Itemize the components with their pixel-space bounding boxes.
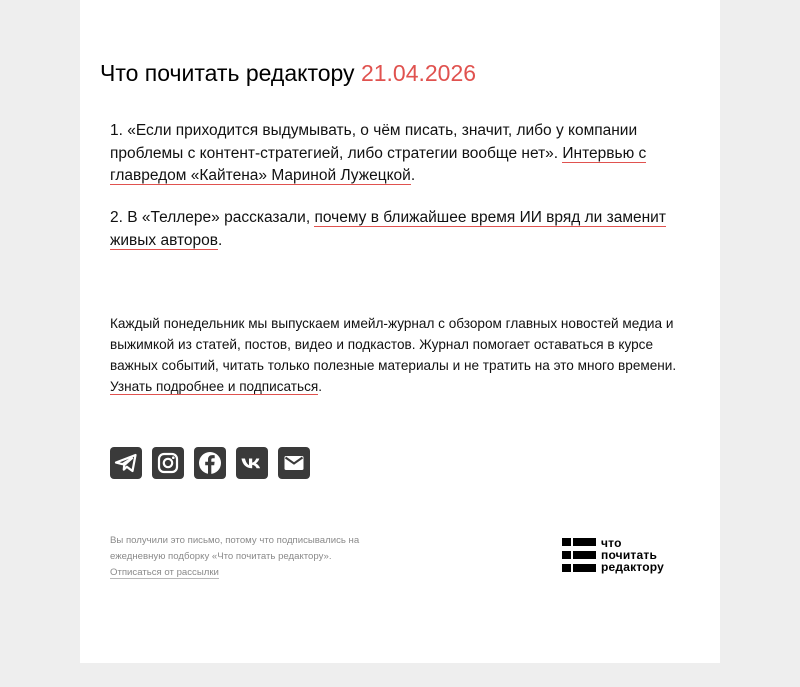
email-body bbox=[80, 0, 720, 663]
instagram-icon[interactable] bbox=[152, 447, 184, 479]
logo-line: что bbox=[601, 536, 622, 550]
list-item bbox=[110, 207, 695, 252]
item-text: В «Теллере» рассказали, bbox=[122, 209, 315, 226]
mail-icon[interactable] bbox=[278, 447, 310, 479]
item-number: 1. bbox=[110, 122, 123, 139]
vk-icon[interactable] bbox=[236, 447, 268, 479]
title-text: Что почитать редактору bbox=[100, 60, 355, 86]
list-item bbox=[110, 120, 695, 188]
item-tail: . bbox=[218, 231, 223, 249]
item-text: «Если приходится выдумывать, о чём писать, значит, либо у компании проблемы с контент-стратегией, либо стратегии вообще нет». bbox=[110, 122, 638, 162]
logo-wordmark bbox=[601, 537, 664, 573]
item-number: 2. bbox=[110, 209, 123, 226]
logo-mark-icon bbox=[562, 538, 596, 572]
subscribe-link[interactable]: Узнать подробнее и подписаться bbox=[110, 379, 319, 394]
page-title bbox=[100, 58, 476, 88]
logo-line: редактору bbox=[601, 560, 664, 574]
item-tail: . bbox=[410, 167, 416, 184]
social-links bbox=[110, 447, 310, 479]
telegram-icon[interactable] bbox=[110, 447, 142, 479]
about-paragraph bbox=[110, 313, 695, 397]
about-text: Каждый понедельник мы выпускаем имейл-журнал с обзором главных новостей медиа и выжимкой из статей, постов, видео и подкастов. Журнал помогает оставаться в курсе важных событий, читать только полезные материалы и не тратить на это много времени. bbox=[110, 316, 677, 373]
facebook-icon[interactable] bbox=[194, 447, 226, 479]
issue-date: 21.04.2026 bbox=[360, 60, 477, 86]
footer-text: Вы получили это письмо, потому что подписывались на ежедневную подборку «Что почитать редактору». bbox=[110, 535, 360, 562]
item-link[interactable]: Интервью с главредом «Кайтена» Мариной Лужецкой bbox=[110, 144, 647, 184]
brand-logo[interactable] bbox=[562, 538, 692, 574]
unsubscribe-link[interactable]: Отписаться от рассылки bbox=[110, 567, 219, 578]
about-tail: . bbox=[318, 379, 323, 394]
footer-note bbox=[110, 533, 400, 581]
item-link[interactable]: почему в ближайшее время ИИ вряд ли заменит живых авторов bbox=[110, 209, 666, 249]
logo-line: почитать bbox=[601, 548, 658, 562]
